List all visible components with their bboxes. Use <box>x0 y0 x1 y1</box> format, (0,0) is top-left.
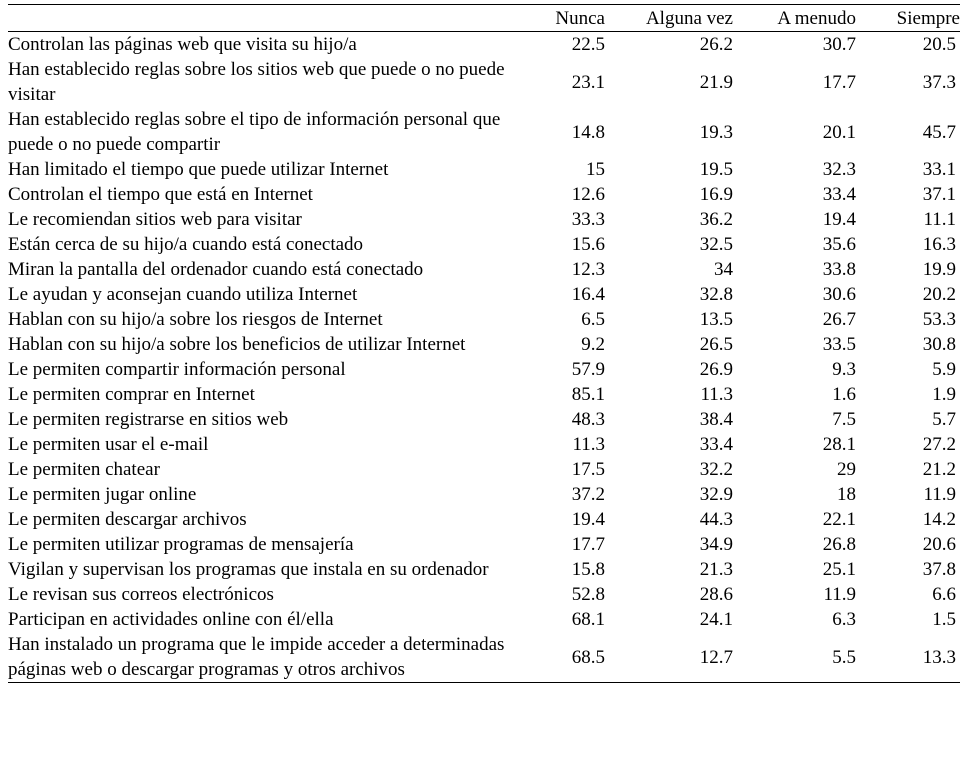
cell-alguna-vez: 26.9 <box>699 359 733 380</box>
cell-siempre: 37.1 <box>922 184 956 205</box>
cell-siempre: 30.8 <box>922 334 956 355</box>
cell-alguna-vez: 33.4 <box>699 434 733 455</box>
cell-siempre: 19.9 <box>922 259 956 280</box>
table-row <box>8 107 960 157</box>
cell-nunca: 19.4 <box>571 509 605 530</box>
cell-a-menudo: 26.8 <box>822 534 856 555</box>
row-label: Controlan las páginas web que visita su hijo/a <box>8 34 357 55</box>
cell-nunca: 57.9 <box>571 359 605 380</box>
cell-a-menudo: 7.5 <box>832 409 856 430</box>
table-header-row <box>8 5 960 32</box>
cell-siempre: 45.7 <box>922 121 956 143</box>
cell-a-menudo: 17.7 <box>822 71 856 93</box>
cell-siempre: 37.8 <box>922 559 956 580</box>
table-row <box>8 182 960 207</box>
row-label: Le revisan sus correos electrónicos <box>8 584 274 605</box>
cell-alguna-vez: 21.3 <box>699 559 733 580</box>
cell-nunca: 37.2 <box>571 484 605 505</box>
row-label: Le permiten compartir información personal <box>8 359 346 380</box>
cell-a-menudo: 18 <box>837 484 856 505</box>
cell-siempre: 5.9 <box>932 359 956 380</box>
cell-a-menudo: 26.7 <box>822 309 856 330</box>
cell-a-menudo: 30.6 <box>822 284 856 305</box>
cell-siempre: 11.9 <box>923 484 956 505</box>
cell-alguna-vez: 34 <box>714 259 733 280</box>
cell-alguna-vez: 32.5 <box>699 234 733 255</box>
table-row <box>8 507 960 532</box>
cell-nunca: 68.1 <box>571 609 605 630</box>
cell-siempre: 6.6 <box>932 584 956 605</box>
cell-alguna-vez: 26.2 <box>699 34 733 55</box>
cell-a-menudo: 5.5 <box>832 646 856 668</box>
table-row <box>8 407 960 432</box>
table-row <box>8 607 960 632</box>
cell-alguna-vez: 28.6 <box>699 584 733 605</box>
cell-a-menudo: 9.3 <box>832 359 856 380</box>
row-label: Le permiten descargar archivos <box>8 509 247 530</box>
row-label: Le permiten registrarse en sitios web <box>8 409 289 430</box>
cell-a-menudo: 19.4 <box>822 209 856 230</box>
table-row <box>8 157 960 182</box>
cell-siempre: 1.5 <box>932 609 956 630</box>
cell-alguna-vez: 32.2 <box>699 459 733 480</box>
cell-nunca: 12.6 <box>571 184 605 205</box>
table-row <box>8 307 960 332</box>
cell-a-menudo: 30.7 <box>822 34 856 55</box>
cell-siempre: 21.2 <box>922 459 956 480</box>
table-row <box>8 282 960 307</box>
cell-alguna-vez: 44.3 <box>699 509 733 530</box>
cell-alguna-vez: 12.7 <box>699 646 733 668</box>
cell-a-menudo: 29 <box>837 459 856 480</box>
header-a-menudo: A menudo <box>777 7 856 29</box>
table-row <box>8 232 960 257</box>
cell-a-menudo: 6.3 <box>832 609 856 630</box>
header-siempre: Siempre <box>896 7 960 29</box>
cell-siempre: 20.6 <box>922 534 956 555</box>
cell-a-menudo: 33.5 <box>822 334 856 355</box>
table-row <box>8 332 960 357</box>
row-label: Controlan el tiempo que está en Internet <box>8 184 313 205</box>
cell-nunca: 52.8 <box>571 584 605 605</box>
cell-nunca: 17.7 <box>571 534 605 555</box>
cell-nunca: 6.5 <box>581 309 605 330</box>
cell-a-menudo: 32.3 <box>822 159 856 180</box>
row-label: Le permiten utilizar programas de mensajería <box>8 534 354 555</box>
cell-alguna-vez: 32.9 <box>699 484 733 505</box>
cell-nunca: 23.1 <box>571 71 605 93</box>
table-row <box>8 532 960 557</box>
cell-a-menudo: 28.1 <box>822 434 856 455</box>
cell-siempre: 5.7 <box>932 409 956 430</box>
table-row <box>8 432 960 457</box>
cell-nunca: 12.3 <box>571 259 605 280</box>
parental-control-table <box>8 4 960 683</box>
cell-siempre: 16.3 <box>922 234 956 255</box>
cell-nunca: 48.3 <box>571 409 605 430</box>
cell-alguna-vez: 21.9 <box>699 71 733 93</box>
header-label <box>8 5 510 32</box>
row-label: Han establecido reglas sobre el tipo de información personal que puede o no puede compartir <box>8 109 501 155</box>
table-row <box>8 357 960 382</box>
table-row <box>8 382 960 407</box>
row-label: Están cerca de su hijo/a cuando está conectado <box>8 234 364 255</box>
cell-nunca: 17.5 <box>571 459 605 480</box>
cell-nunca: 22.5 <box>571 34 605 55</box>
table-row <box>8 257 960 282</box>
cell-siempre: 53.3 <box>922 309 956 330</box>
cell-siempre: 13.3 <box>922 646 956 668</box>
cell-a-menudo: 25.1 <box>822 559 856 580</box>
cell-nunca: 14.8 <box>571 121 605 143</box>
table-row <box>8 32 960 58</box>
table-row <box>8 57 960 107</box>
cell-alguna-vez: 24.1 <box>699 609 733 630</box>
cell-nunca: 16.4 <box>571 284 605 305</box>
cell-a-menudo: 33.8 <box>822 259 856 280</box>
cell-nunca: 68.5 <box>571 646 605 668</box>
table-row <box>8 207 960 232</box>
cell-a-menudo: 22.1 <box>822 509 856 530</box>
row-label: Le ayudan y aconsejan cuando utiliza Internet <box>8 284 358 305</box>
row-label: Hablan con su hijo/a sobre los beneficios de utilizar Internet <box>8 334 466 355</box>
cell-siempre: 27.2 <box>922 434 956 455</box>
cell-nunca: 15.8 <box>571 559 605 580</box>
row-label: Hablan con su hijo/a sobre los riesgos de Internet <box>8 309 383 330</box>
cell-alguna-vez: 38.4 <box>699 409 733 430</box>
row-label: Han limitado el tiempo que puede utilizar Internet <box>8 159 389 180</box>
cell-nunca: 11.3 <box>572 434 605 455</box>
row-label: Le permiten jugar online <box>8 484 197 505</box>
cell-alguna-vez: 32.8 <box>699 284 733 305</box>
cell-siempre: 11.1 <box>923 209 956 230</box>
row-label: Le permiten comprar en Internet <box>8 384 255 405</box>
table-row <box>8 557 960 582</box>
cell-alguna-vez: 19.5 <box>699 159 733 180</box>
cell-nunca: 15.6 <box>571 234 605 255</box>
row-label: Han instalado un programa que le impide acceder a determinadas páginas web o descargar programas y otros archivos <box>8 634 505 680</box>
cell-a-menudo: 11.9 <box>823 584 856 605</box>
cell-siempre: 14.2 <box>922 509 956 530</box>
row-label: Miran la pantalla del ordenador cuando está conectado <box>8 259 424 280</box>
cell-nunca: 33.3 <box>571 209 605 230</box>
row-label: Le permiten usar el e-mail <box>8 434 209 455</box>
cell-siempre: 1.9 <box>932 384 956 405</box>
cell-siempre: 20.2 <box>922 284 956 305</box>
cell-alguna-vez: 26.5 <box>699 334 733 355</box>
cell-alguna-vez: 13.5 <box>699 309 733 330</box>
table-body <box>8 32 960 683</box>
cell-nunca: 15 <box>586 159 605 180</box>
table-row <box>8 632 960 683</box>
table-row <box>8 482 960 507</box>
table-row <box>8 582 960 607</box>
cell-a-menudo: 1.6 <box>832 384 856 405</box>
cell-a-menudo: 35.6 <box>822 234 856 255</box>
row-label: Han establecido reglas sobre los sitios web que puede o no puede visitar <box>8 59 505 105</box>
cell-a-menudo: 20.1 <box>822 121 856 143</box>
cell-alguna-vez: 36.2 <box>699 209 733 230</box>
cell-alguna-vez: 19.3 <box>699 121 733 143</box>
row-label: Le permiten chatear <box>8 459 160 480</box>
cell-a-menudo: 33.4 <box>822 184 856 205</box>
cell-nunca: 85.1 <box>571 384 605 405</box>
cell-alguna-vez: 34.9 <box>699 534 733 555</box>
cell-siempre: 33.1 <box>922 159 956 180</box>
cell-alguna-vez: 16.9 <box>699 184 733 205</box>
header-alguna-vez: Alguna vez <box>645 7 733 29</box>
row-label: Vigilan y supervisan los programas que instala en su ordenador <box>8 559 489 580</box>
header-nunca: Nunca <box>555 7 605 29</box>
row-label: Le recomiendan sitios web para visitar <box>8 209 302 230</box>
table-row <box>8 457 960 482</box>
row-label: Participan en actividades online con él/ella <box>8 609 334 630</box>
cell-siempre: 37.3 <box>922 71 956 93</box>
cell-siempre: 20.5 <box>922 34 956 55</box>
cell-nunca: 9.2 <box>581 334 605 355</box>
cell-alguna-vez: 11.3 <box>700 384 733 405</box>
